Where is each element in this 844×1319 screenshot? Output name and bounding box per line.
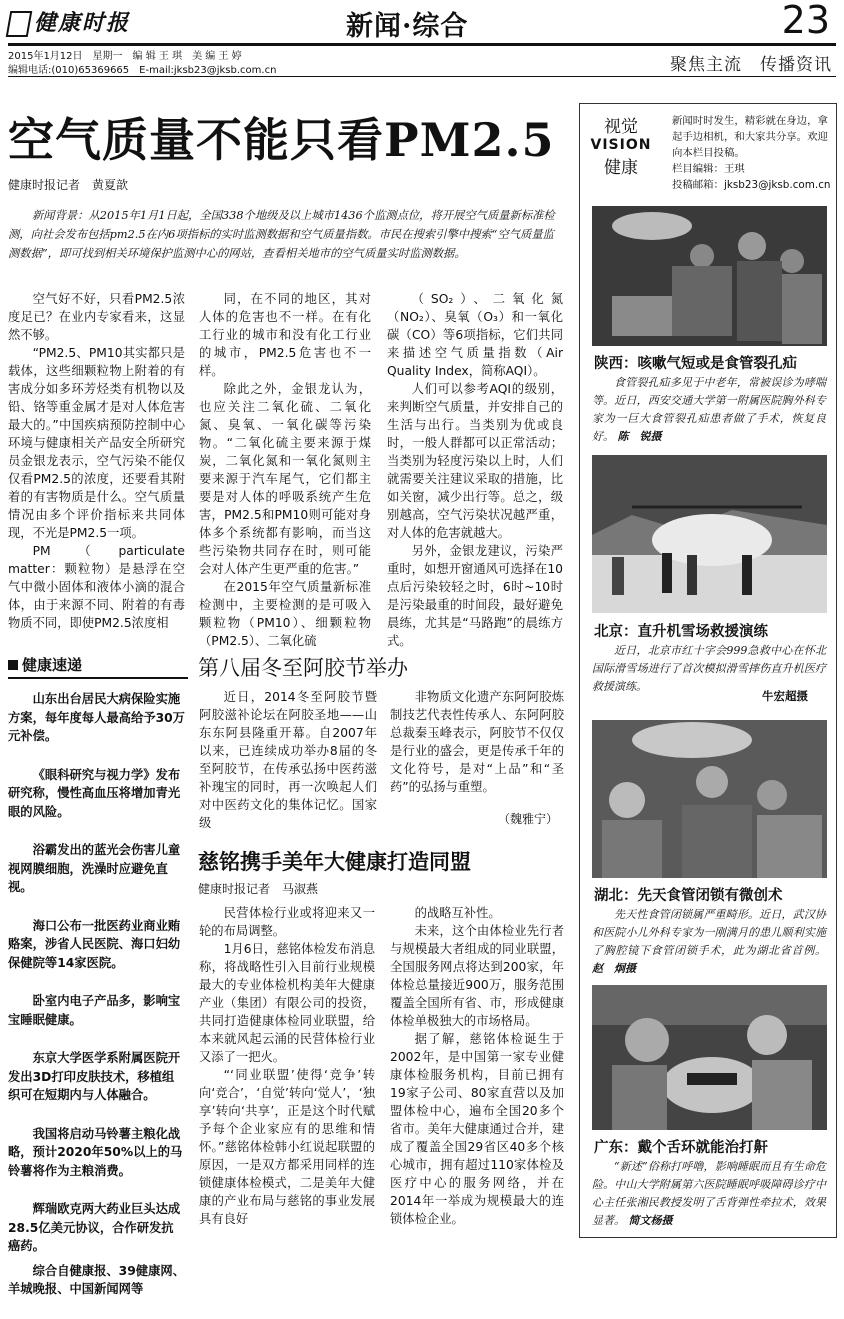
story-title: 广东：戴个舌环就能治打鼾	[594, 1139, 768, 1156]
surgery-photo	[592, 206, 827, 346]
lead-column-2	[199, 290, 371, 650]
article2-column-1	[199, 688, 377, 832]
story-title: 北京：直升机雪场救援演练	[594, 623, 768, 640]
newspaper-logo: 健康时报	[8, 6, 138, 36]
paragraph: “PM2.5、PM10其实都只是载体，这些细颗粒物上附着的有害成分如多环芳烃类有机物以及铅、铬等重金属才是对人体危害最大的。”中国疾病预防控制中心环境与健康相关产品安全所研究员金银龙表示，空气污染不能仅仅看PM2.5的浓度，还要看其附着的有害物质是什么。空气质量情况由多个评价指标来共同体现，不光是PM2.5一项。	[8, 346, 185, 540]
paragraph: 近日，2014冬至阿胶节暨阿胶滋补论坛在阿胶圣地——山东东阿县隆重开幕。自2007年以来，已连续成功举办8届的冬至阿胶节，在传承弘扬中医药滋补瑰宝的同时，再一次唤起人们对中医药文化的集体记忆。国家级	[199, 690, 377, 830]
list-item: 东京大学医学系附属医院开发出3D打印皮肤技术，移植组织可在短期内与人体融合。	[8, 1051, 181, 1102]
paragraph: 除此之外，金银龙认为，也应关注二氧化硫、二氧化氮、臭氧、一氧化碳等污染物。“二氧化硫主要来源于煤炭，二氧化氮和一氧化氮则主要来源于汽车尾气，它们都主要是对人体的呼吸系统产生危害，PM2.5和PM10则可能对身体多个系统都有影响，而当这些污染物共同存在时，则可能会对人体产生更严重的危害。”	[199, 382, 371, 576]
list-item: 我国将启动马铃薯主粮化战略，预计2020年50%以上的马铃薯将作为主粮消费。	[8, 1126, 183, 1178]
paragraph: 空气好不好，只看PM2.5浓度足已？在业内专家看来，这显然不够。	[8, 292, 185, 342]
article2-headline: 第八届冬至阿胶节举办	[198, 656, 408, 680]
list-item: 浴霸发出的蓝光会伤害儿童视网膜细胞，洗澡时应避免直视。	[8, 843, 181, 894]
paragraph: （SO₂）、二氧化氮（NO₂）、臭氧（O₃）和一氧化碳（CO）等6项指标，它们共同来描述空气质量指数（Air Quality Index，简称AQI）。	[387, 292, 563, 378]
article2-signature: （魏雅宁）	[497, 812, 558, 826]
news-brief-list	[8, 690, 185, 1319]
paragraph: “‘同业联盟’使得‘竞争’转向‘竞合’，‘自觉’转向‘觉人’，‘独享’转向‘共享’，正是这个时代赋予每个企业家应有的思维和情怀。”慈铭体检韩小红说起联盟的原因，一是双方都采用同样的连锁健康体检模式，二是美年大健康的产业布局与慈铭的事业发展具有良好	[199, 1068, 375, 1226]
slogan: 聚焦主流 传播资讯	[670, 55, 832, 75]
vision-column-label: 视觉 VISION 健康	[590, 117, 652, 178]
lead-intro: 新闻背景：从2015年1月1日起，全国338个地级及以上城市1436个监测点位，将开展空气质量新标准检测，向社会发布包括pm2.5在内6项指标的实时监测数据和空气质量指数。市民在搜索引擎中搜索“空气质量监测数据”，即可找到相关环境保护监测中心的网站，查看相关地市的空气质量实时监测数据。	[8, 209, 555, 260]
contact-meta: 编辑电话:(010)65369665 E-mail:jksb23@jksb.com.cn	[8, 65, 277, 76]
section-title: 新闻·综合	[346, 11, 469, 42]
list-item: 《眼科研究与视力学》发布研究称，慢性高血压将增加青光眼的风险。	[8, 767, 181, 819]
paragraph: 非物质文化遗产东阿阿胶炼制技艺代表性传承人、东阿阿胶总裁秦玉峰表示，阿胶节不仅仅是行业的盛会，更是传承千年的文化符号，是对“上品”和“圣药”的弘扬与重塑。	[390, 690, 564, 794]
paragraph: 1月6日，慈铭体检发布消息称，将战略性引入目前行业规模最大的专业体检机构美年大健康产业（集团）有限公司的投资，共同打造健康体检同业联盟，给本来就风起云涌的民营体检行业又添了一把火。	[199, 942, 375, 1064]
list-item: 辉瑞欧克两大药业巨头达成28.5亿美元协议，合作研发抗癌药。	[8, 1202, 181, 1253]
paragraph: 未来，这个由体检业先行者与规模最大者组成的同业联盟，全国服务网点将达到200家，年体检总量接近900万，服务范围覆盖全国所有省、市，形成健康体检单极独大的市场格局。	[390, 924, 564, 1028]
paragraph: 的战略互补性。	[414, 906, 501, 920]
snoring-treatment-photo	[592, 985, 827, 1130]
paragraph: 同，在不同的地区，其对人体的危害也不一样。在有化工行业的城市和没有化工行业的城市，PM2.5危害也不一样。	[199, 292, 371, 378]
vision-intro: 新闻时时发生，精彩就在身边，拿起手边相机，和大家共分享。欢迎向本栏目投稿。 栏目编辑：王琪 投稿邮箱：jksb23@jksb.com.cn	[672, 115, 831, 191]
page-number: 23	[781, 0, 830, 42]
story-text: “新述”俗称打呼噜，影响睡眠而且有生命危险。中山大学附属第六医院睡眠呼吸障碍诊疗中心主任张湘民教授发明了舌背弹性牵拉术，效果显著。 简文杨摄	[592, 1160, 826, 1227]
story-title: 湖北：先天食管闭锁有微创术	[594, 887, 783, 904]
paragraph: 在2015年空气质量新标准检测中，主要检测的是可吸入颗粒物（PM10）、细颗粒物（PM2.5）、二氧化硫	[199, 580, 371, 648]
story-text: 食管裂孔疝多见于中老年，常被误诊为哮喘等。近日，西安交通大学第一附属医院胸外科专家为一巨大食管裂孔疝患者做了手术，恢复良好。 陈 锐摄	[592, 376, 826, 443]
list-item: 海口公布一批医药业商业贿赂案，涉省人民医院、海口妇幼保健院等14家医院。	[8, 918, 181, 970]
issue-meta: 2015年1月12日 星期一 编 辑 王 琪 美 编 王 婷	[8, 51, 242, 62]
paragraph: 据了解，慈铭体检诞生于2002年，是中国第一家专业健康体检服务机构，目前已拥有19家子公司、80家直营以及加盟体检中心，遍布全国20多个省市。美年大健康通过合并，建成了覆盖全国29省区40多个核心城市，拥有超过110家体检及医疗中心的服务网络，并在2014年一举成为规模最大的连锁体检企业。	[390, 1032, 564, 1226]
header-rule	[8, 43, 836, 46]
article3-headline: 慈铭携手美年大健康打造同盟	[198, 849, 471, 874]
paragraph: PM（particulate matter：颗粒物）是悬浮在空气中微小固体和液体小滴的混合体，由于来源不同、附着的有毒物质不同，即使PM2.5浓度相	[8, 544, 185, 630]
article2-column-2	[390, 688, 564, 796]
article3-byline: 健康时报记者 马淑燕	[198, 882, 319, 896]
paragraph: 民营体检行业或将迎来又一轮的布局调整。	[199, 906, 375, 938]
article3-column-1	[199, 904, 375, 1228]
lead-column-1	[8, 290, 185, 632]
header-rule-thin	[8, 76, 836, 77]
news-brief-heading: 健康速递	[8, 654, 188, 679]
list-item: 卧室内电子产品多，影响宝宝睡眠健康。	[8, 994, 181, 1027]
story-text: 先天性食管闭锁属严重畸形。近日，武汉协和医院小儿外科专家为一刚满月的患儿顺利实施了胸腔镜下食管闭锁手术，此为湖北省首例。 赵 炯摄	[592, 908, 826, 975]
list-item: 综合自健康报、39健康网、羊城晚报、中国新闻网等	[8, 1263, 185, 1296]
list-item: 山东出台居民大病保险实施方案，每年度每人最高给予30万元补偿。	[8, 692, 185, 743]
lead-column-3	[387, 290, 563, 650]
paragraph: 另外，金银龙建议，污染严重时，如想开窗通风可选择在10点后污染较轻之时，6时~10时是污染最重的时间段，最好避免晨练，尤其是“马路跑”的晨练方式。	[387, 544, 563, 648]
square-bullet-icon	[8, 660, 18, 670]
paragraph: 人们可以参考AQI的级别，来判断空气质量，并安排自己的生活与出行。当类别为优或良时，一般人群都可以正常活动；当类别为轻度污染以上时，人们就需要关注建议采取的措施，比如关窗，减少出行等。总之，级别越高，空气污染状况越严重，对人体的危害就越大。	[387, 382, 563, 540]
helicopter-photo	[592, 455, 827, 613]
pediatric-surgery-photo	[592, 720, 827, 878]
article3-column-2	[390, 904, 564, 1228]
lead-byline: 健康时报记者 黄夏歆	[8, 178, 129, 192]
lead-headline: 空气质量不能只看PM2.5	[8, 113, 555, 167]
photo-credit: 牛宏超摄	[762, 689, 808, 703]
story-title: 陕西：咳嗽气短或是食管裂孔疝	[594, 355, 797, 372]
story-text: 近日，北京市红十字会999急救中心在怀北国际滑雪场进行了首次模拟滑雪摔伤直升机医疗救援演练。	[592, 644, 826, 693]
